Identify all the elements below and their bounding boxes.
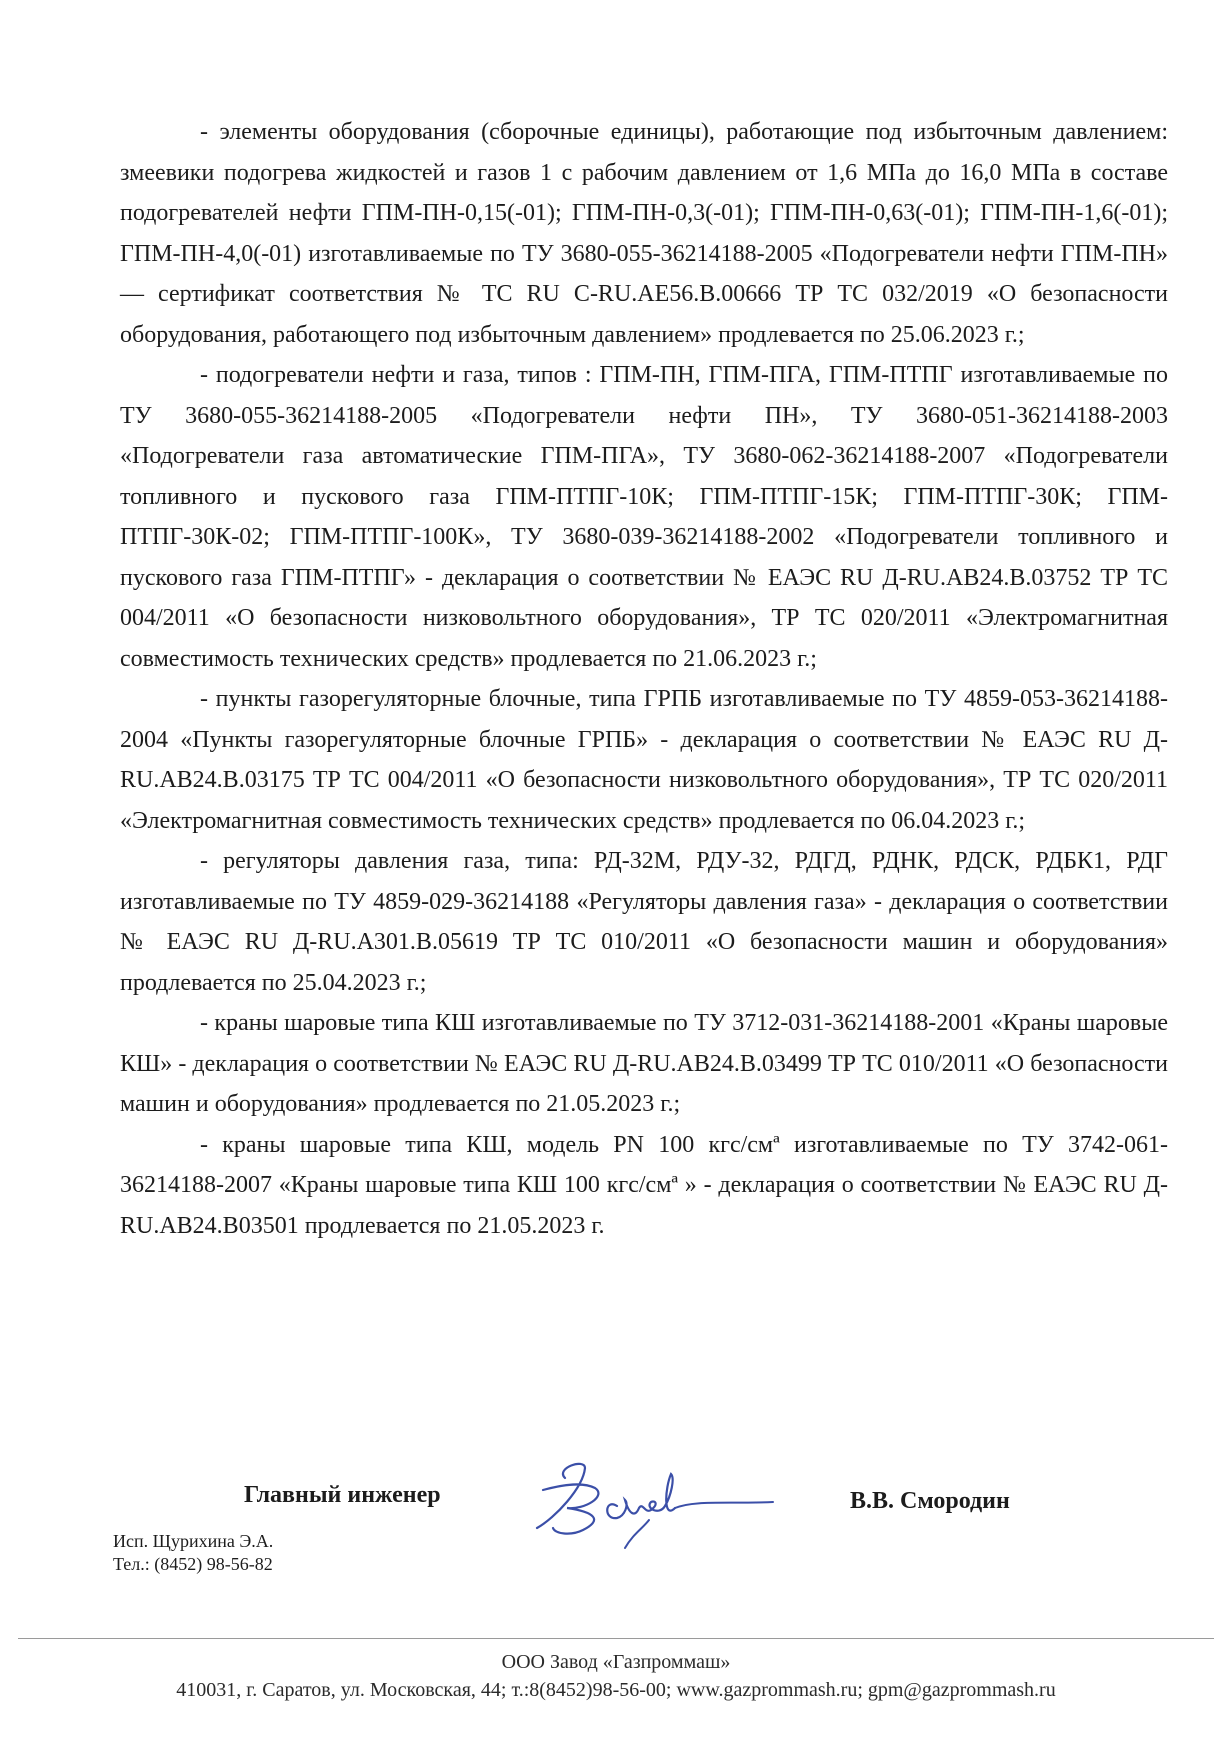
- paragraph-ball-valves-pn100: - краны шаровые типа КШ, модель PN 100 кгс/смª изготавливаемые по ТУ 3742-061-36214188-2007 «Краны шаровые типа КШ 100 кгс/смª » - декларация о соответствии № ЕАЭС RU Д-RU.АВ24.В03501 продлевается по 21.05.2023 г.: [120, 1131, 1168, 1239]
- paragraph-gas-pressure-regulators: - регуляторы давления газа, типа: РД-32М, РДУ-32, РДГД, РДНК, РДСК, РДБК1, РДГ изготавливаемые по ТУ 4859-029-36214188 «Регуляторы давления газа» - декларация о соответствии № ЕАЭС RU Д-RU.А301.В.05619 ТР ТС 010/2011 «О безопасности машин и оборудования» продлевается по 25.04.2023 г.;: [120, 848, 1168, 996]
- signer-position: Главный инженер: [244, 1482, 441, 1508]
- executor-name: Исп. Щурихина Э.А.: [113, 1531, 274, 1551]
- handwritten-signature: [525, 1448, 785, 1558]
- paragraph-ball-valves: - краны шаровые типа КШ изготавливаемые по ТУ 3712-031-36214188-2001 «Краны шаровые КШ» - декларация о соответствии № ЕАЭС RU Д-RU.АВ24.В.03499 ТР ТС 010/2011 «О безопасности машин и оборудования» продлевается по 21.05.2023 г.;: [120, 1010, 1168, 1117]
- footer-divider: [18, 1638, 1214, 1639]
- document-body: [120, 112, 1168, 1246]
- paragraph-equipment-elements: - элементы оборудования (сборочные единицы), работающие под избыточным давлением: змеевики подогрева жидкостей и газов 1 с рабочим давлением от 1,6 МПа до 16,0 МПа в составе подогревателей нефти ГПМ-ПН-0,15(-01); ГПМ-ПН-0,3(-01); ГПМ-ПН-0,63(-01); ГПМ-ПН-1,6(-01); ГПМ-ПН-4,0(-01) изготавливаемые по ТУ 3680-055-36214188-2005 «Подогреватели нефти ГПМ-ПН» — сертификат соответствия № ТС RU С-RU.АЕ56.В.00666 ТР ТС 032/2019 «О безопасности оборудования, работающего под избыточным давлением» продлевается по 25.06.2023 г.;: [120, 119, 1168, 348]
- footer-company: ООО Завод «Газпроммаш»: [501, 1651, 731, 1673]
- paragraph-heaters: - подогреватели нефти и газа, типов : ГПМ-ПН, ГПМ-ПГА, ГПМ-ПТПГ изготавливаемые по ТУ 3680-055-36214188-2005 «Подогреватели нефти ПН», ТУ 3680-051-36214188-2003 «Подогреватели газа автоматические ГПМ-ПГА», ТУ 3680-062-36214188-2007 «Подогреватели топливного и пускового газа ГПМ-ПТПГ-10К; ГПМ-ПТПГ-15К; ГПМ-ПТПГ-30К; ГПМ-ПТПГ-30К-02; ГПМ-ПТПГ-100К», ТУ 3680-039-36214188-2002 «Подогреватели топливного и пускового газа ГПМ-ПТПГ» - декларация о соответствии № ЕАЭС RU Д-RU.АВ24.В.03752 ТР ТС 004/2011 «О безопасности низковольтного оборудования», ТР ТС 020/2011 «Электромагнитная совместимость технических средств» продлевается по 21.06.2023 г.;: [120, 362, 1168, 672]
- executor-phone: Тел.: (8452) 98-56-82: [113, 1554, 273, 1574]
- signer-name: В.В. Смородин: [850, 1488, 1010, 1514]
- paragraph-gas-regulating-points: - пункты газорегуляторные блочные, типа ГРПБ изготавливаемые по ТУ 4859-053-36214188-2004 «Пункты газорегуляторные блочные ГРПБ» - декларация о соответствии № ЕАЭС RU Д-RU.АВ24.В.03175 ТР ТС 004/2011 «О безопасности низковольтного оборудования», ТР ТС 020/2011 «Электромагнитная совместимость технических средств» продлевается по 06.04.2023 г.;: [120, 686, 1168, 834]
- letterhead-footer: [0, 1648, 1232, 1704]
- executor-info: [113, 1530, 273, 1576]
- footer-address: 410031, г. Саратов, ул. Московская, 44; т.:8(8452)98-56-00; www.gazprommash.ru; gpm@gazprommash.ru: [176, 1679, 1056, 1701]
